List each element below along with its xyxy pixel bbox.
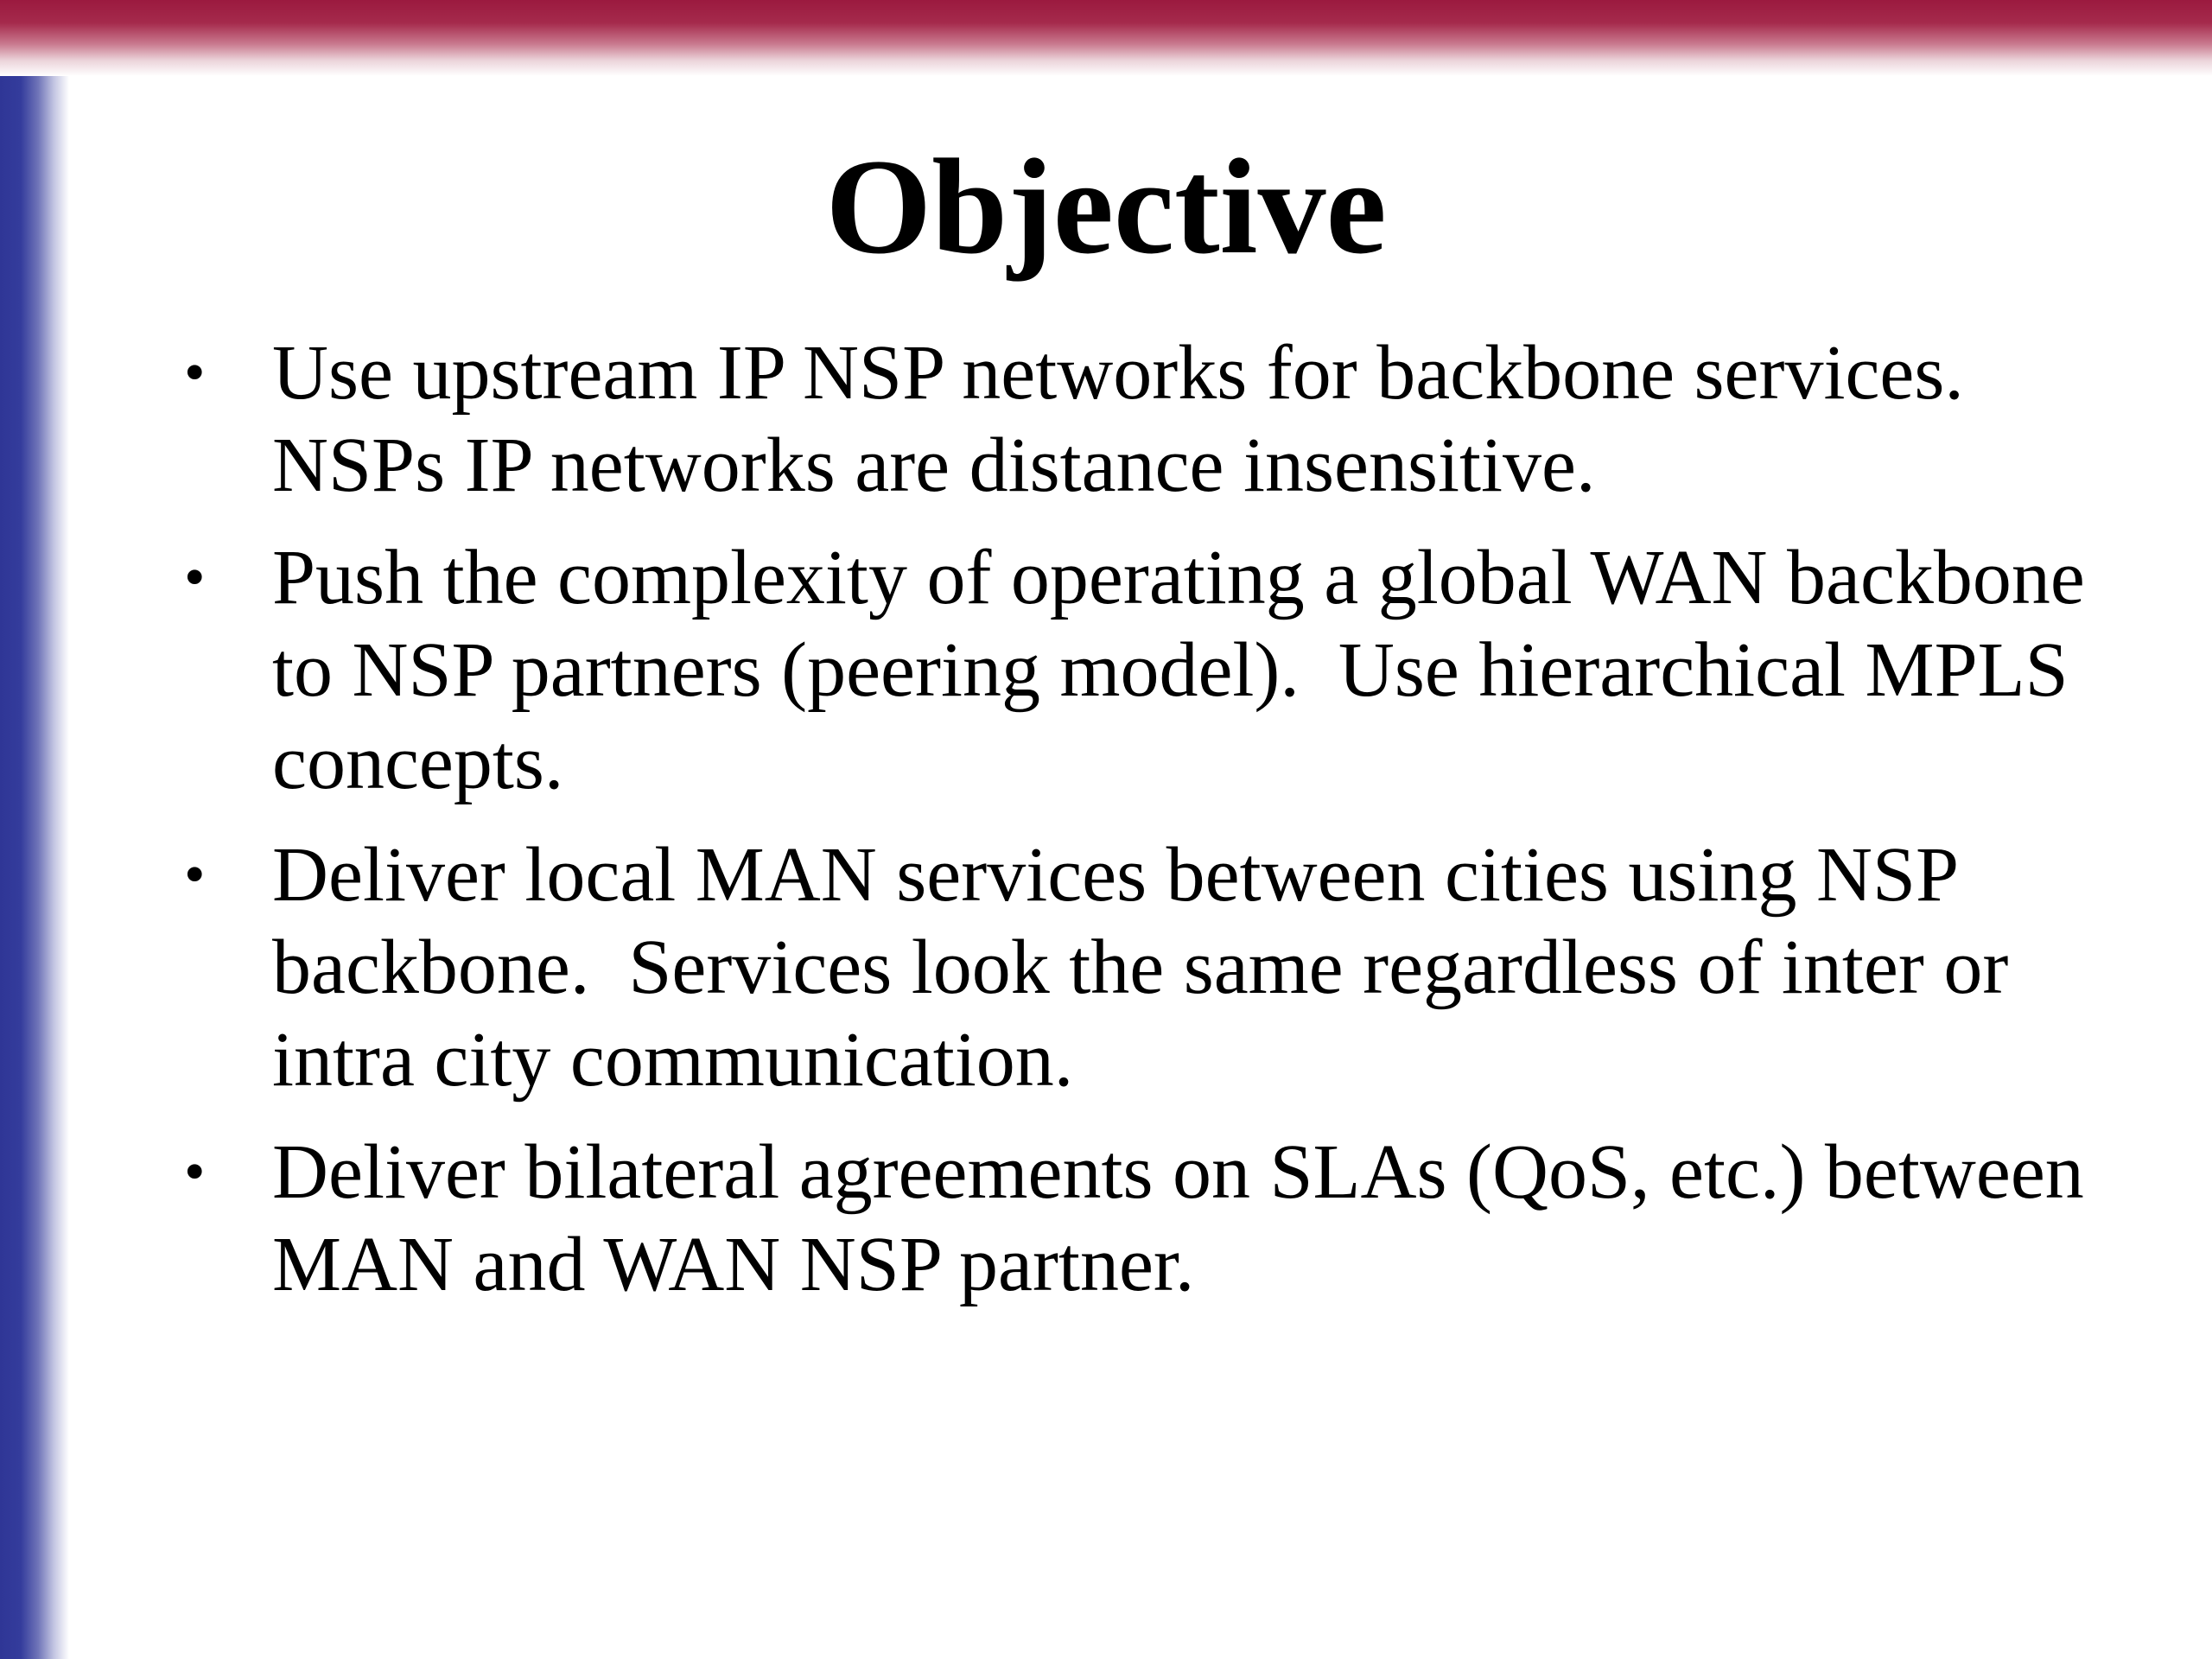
bullet-item [184,531,2085,809]
bullet-list [184,327,2085,1331]
slide-title: Objective [825,131,1387,283]
bullet-text: Deliver local MAN services between cities using NSP backbone. Services look the same regardless of inter or intra city communication. [272,832,2009,1103]
bullet-dot-icon: • [184,544,206,611]
left-accent-band [0,76,69,1659]
top-accent-band [0,0,2212,76]
bullet-item [184,829,2085,1106]
bullet-dot-icon: • [184,340,206,406]
bullet-text: Use upstream IP NSP networks for backbone services. NSPs IP networks are distance insensitive. [272,330,1984,508]
bullet-item [184,1126,2085,1311]
bullet-text: Deliver bilateral agreements on SLAs (QoS, etc.) between MAN and WAN NSP partner. [272,1129,2084,1307]
bullet-dot-icon: • [184,842,206,908]
bullet-item [184,327,2085,512]
bullet-dot-icon: • [184,1139,206,1205]
bullet-text: Push the complexity of operating a global WAN backbone to NSP partners (peering model). Use hierarchical MPLS concepts. [272,535,2085,805]
